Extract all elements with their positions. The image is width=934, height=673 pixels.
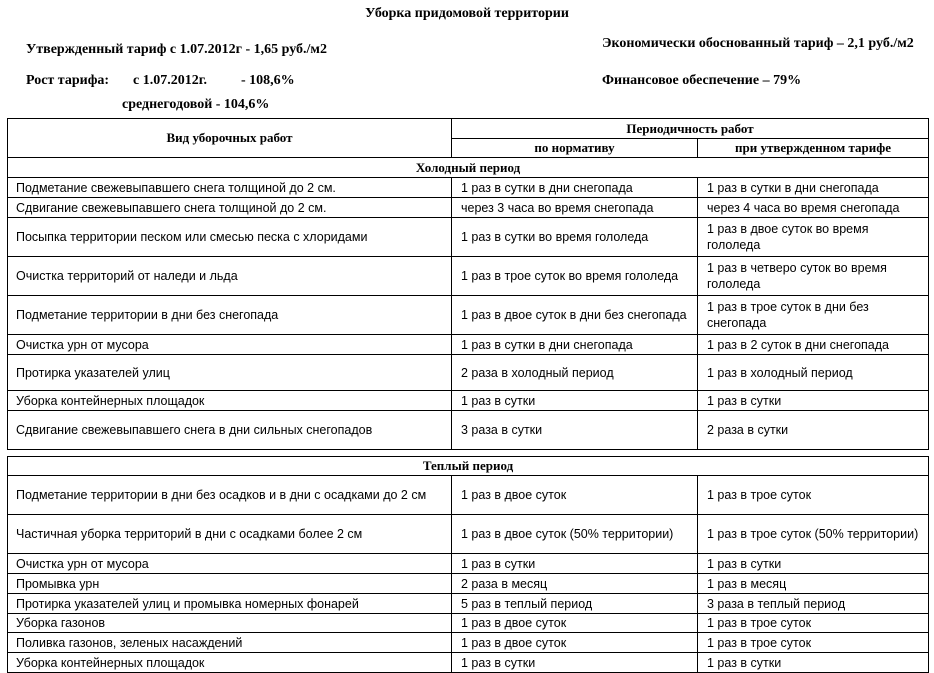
norm-cell: 3 раза в сутки	[452, 411, 698, 450]
work-cell: Поливка газонов, зеленых насаждений	[8, 633, 452, 653]
work-cell: Подметание территории в дни без осадков и в дни с осадками до 2 см	[8, 476, 452, 515]
approved-cell: 1 раз в 2 суток в дни снегопада	[698, 335, 929, 355]
work-cell: Протирка указателей улиц	[8, 355, 452, 391]
table-row	[8, 574, 929, 594]
approved-cell: 1 раз в четверо суток во время гололеда	[698, 257, 929, 296]
table-row	[8, 355, 929, 391]
norm-cell: 1 раз в сутки	[452, 653, 698, 673]
norm-cell: 1 раз в трое суток во время гололеда	[452, 257, 698, 296]
work-cell: Частичная уборка территорий в дни с осадками более 2 см	[8, 515, 452, 554]
norm-cell: через 3 часа во время снегопада	[452, 198, 698, 218]
economic-tariff: Экономически обоснованный тариф – 2,1 руб./м2	[602, 36, 914, 51]
approved-cell: 1 раз в холодный период	[698, 355, 929, 391]
approved-cell: 3 раза в теплый период	[698, 594, 929, 614]
approved-cell: 1 раз в сутки в дни снегопада	[698, 178, 929, 198]
norm-cell: 1 раз в сутки в дни снегопада	[452, 178, 698, 198]
table-row	[8, 335, 929, 355]
norm-cell: 1 раз в двое суток (50% территории)	[452, 515, 698, 554]
table-row	[8, 653, 929, 673]
section-warm-period: Теплый период	[8, 457, 929, 476]
approved-cell: 1 раз в месяц	[698, 574, 929, 594]
approved-cell: 1 раз в трое суток в дни без снегопада	[698, 296, 929, 335]
norm-cell: 1 раз в двое суток в дни без снегопада	[452, 296, 698, 335]
section-gap	[8, 450, 929, 457]
norm-cell: 5 раз в теплый период	[452, 594, 698, 614]
work-cell: Протирка указателей улиц и промывка номерных фонарей	[8, 594, 452, 614]
norm-cell: 1 раз в сутки	[452, 554, 698, 574]
table-row	[8, 391, 929, 411]
growth-from-value: - 108,6%	[241, 73, 295, 88]
section-cold-period: Холодный период	[8, 158, 929, 178]
approved-tariff: Утвержденный тариф с 1.07.2012г - 1,65 руб./м2	[26, 42, 327, 57]
work-cell: Сдвигание свежевыпавшего снега толщиной до 2 см.	[8, 198, 452, 218]
column-header-approved: при утвержденном тарифе	[698, 139, 929, 158]
work-cell: Очистка территорий от наледи и льда	[8, 257, 452, 296]
norm-cell: 1 раз в сутки в дни снегопада	[452, 335, 698, 355]
norm-cell: 2 раза в месяц	[452, 574, 698, 594]
approved-cell: 1 раз в двое суток во время гололеда	[698, 218, 929, 257]
work-cell: Уборка газонов	[8, 614, 452, 633]
page-title: Уборка придомовой территории	[365, 6, 569, 21]
norm-cell: 1 раз в двое суток	[452, 633, 698, 653]
column-header-norm: по нормативу	[452, 139, 698, 158]
table-row	[8, 411, 929, 450]
table-row	[8, 633, 929, 653]
column-header-work: Вид уборочных работ	[8, 119, 452, 158]
approved-cell: через 4 часа во время снегопада	[698, 198, 929, 218]
cleaning-schedule-table	[7, 118, 929, 673]
table-row	[8, 515, 929, 554]
table-row	[8, 296, 929, 335]
work-cell: Промывка урн	[8, 574, 452, 594]
growth-label: Рост тарифа:	[26, 73, 110, 88]
growth-average: среднегодовой - 104,6%	[122, 97, 270, 112]
approved-cell: 1 раз в сутки	[698, 653, 929, 673]
approved-cell: 1 раз в трое суток	[698, 633, 929, 653]
table-row	[8, 594, 929, 614]
approved-cell: 1 раз в трое суток	[698, 614, 929, 633]
table-row	[8, 178, 929, 198]
approved-cell: 1 раз в трое суток (50% территории)	[698, 515, 929, 554]
work-cell: Подметание территории в дни без снегопада	[8, 296, 452, 335]
table-row	[8, 476, 929, 515]
norm-cell: 1 раз в двое суток	[452, 614, 698, 633]
work-cell: Очистка урн от мусора	[8, 554, 452, 574]
approved-cell: 1 раз в трое суток	[698, 476, 929, 515]
approved-cell: 1 раз в сутки	[698, 391, 929, 411]
table-row	[8, 257, 929, 296]
work-cell: Сдвигание свежевыпавшего снега в дни сильных снегопадов	[8, 411, 452, 450]
work-cell: Посыпка территории песком или смесью песка с хлоридами	[8, 218, 452, 257]
table-row	[8, 198, 929, 218]
approved-cell: 1 раз в сутки	[698, 554, 929, 574]
work-cell: Уборка контейнерных площадок	[8, 653, 452, 673]
table-row	[8, 554, 929, 574]
work-cell: Подметание свежевыпавшего снега толщиной до 2 см.	[8, 178, 452, 198]
norm-cell: 2 раза в холодный период	[452, 355, 698, 391]
norm-cell: 1 раз в двое суток	[452, 476, 698, 515]
column-header-period: Периодичность работ	[452, 119, 929, 139]
table-row	[8, 218, 929, 257]
table-row	[8, 614, 929, 633]
financing: Финансовое обеспечение – 79%	[602, 73, 802, 88]
norm-cell: 1 раз в сутки	[452, 391, 698, 411]
approved-cell: 2 раза в сутки	[698, 411, 929, 450]
work-cell: Уборка контейнерных площадок	[8, 391, 452, 411]
norm-cell: 1 раз в сутки во время гололеда	[452, 218, 698, 257]
work-cell: Очистка урн от мусора	[8, 335, 452, 355]
growth-from: с 1.07.2012г.	[133, 73, 207, 88]
